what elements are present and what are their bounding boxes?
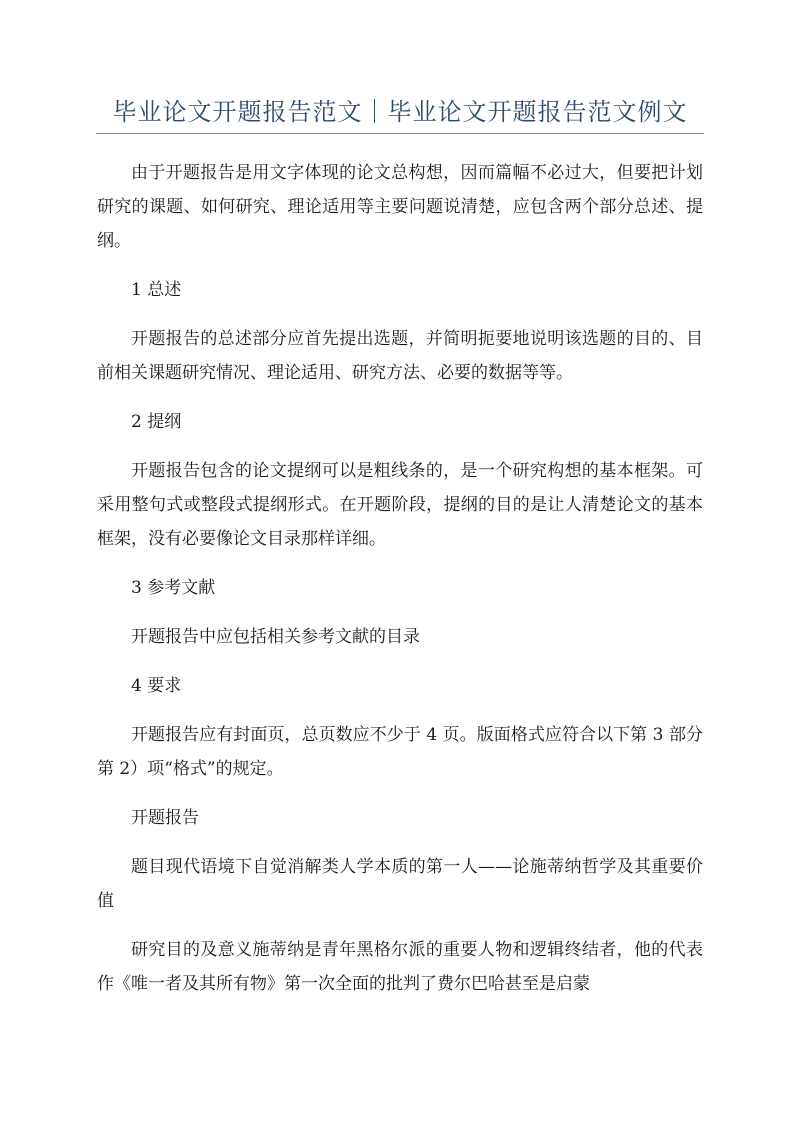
document-body (97, 156, 703, 1016)
document-title: 毕业论文开题报告范文｜毕业论文开题报告范文例文 (112, 98, 688, 126)
paragraph-intro: 由于开题报告是用文字体现的论文总构想，因而篇幅不必过大，但要把计划研究的课题、如何研究、理论适用等主要问题说清楚，应包含两个部分总述、提纲。 (97, 163, 703, 251)
section-heading-outline: 2 提纲 (131, 412, 182, 432)
section-heading-references: 3 参考文献 (131, 578, 216, 598)
section-heading-proposal: 开题报告 (131, 808, 199, 828)
paragraph-topic: 题目现代语境下自觉消解类人学本质的第一人——论施蒂纳哲学及其重要价值 (97, 857, 703, 911)
paragraph-references: 开题报告中应包括相关参考文献的目录 (131, 627, 420, 647)
section-heading-overview: 1 总述 (131, 280, 182, 300)
section-heading-requirements: 4 要求 (131, 676, 182, 696)
paragraph-requirements: 开题报告应有封面页，总页数应不少于 4 页。版面格式应符合以下第 3 部分第 2）项“格式”的规定。 (97, 725, 703, 779)
paragraph-overview: 开题报告的总述部分应首先提出选题，并简明扼要地说明该选题的目的、目前相关课题研究情况、理论适用、研究方法、必要的数据等等。 (97, 329, 703, 383)
title-underline (96, 133, 704, 134)
paragraph-purpose: 研究目的及意义施蒂纳是青年黑格尔派的重要人物和逻辑终结者，他的代表作《唯一者及其所有物》第一次全面的批判了费尔巴哈甚至是启蒙 (97, 940, 703, 994)
paragraph-outline: 开题报告包含的论文提纲可以是粗线条的，是一个研究构想的基本框架。可采用整句式或整段式提纲形式。在开题阶段，提纲的目的是让人清楚论文的基本框架，没有必要像论文目录那样详细。 (97, 461, 703, 549)
